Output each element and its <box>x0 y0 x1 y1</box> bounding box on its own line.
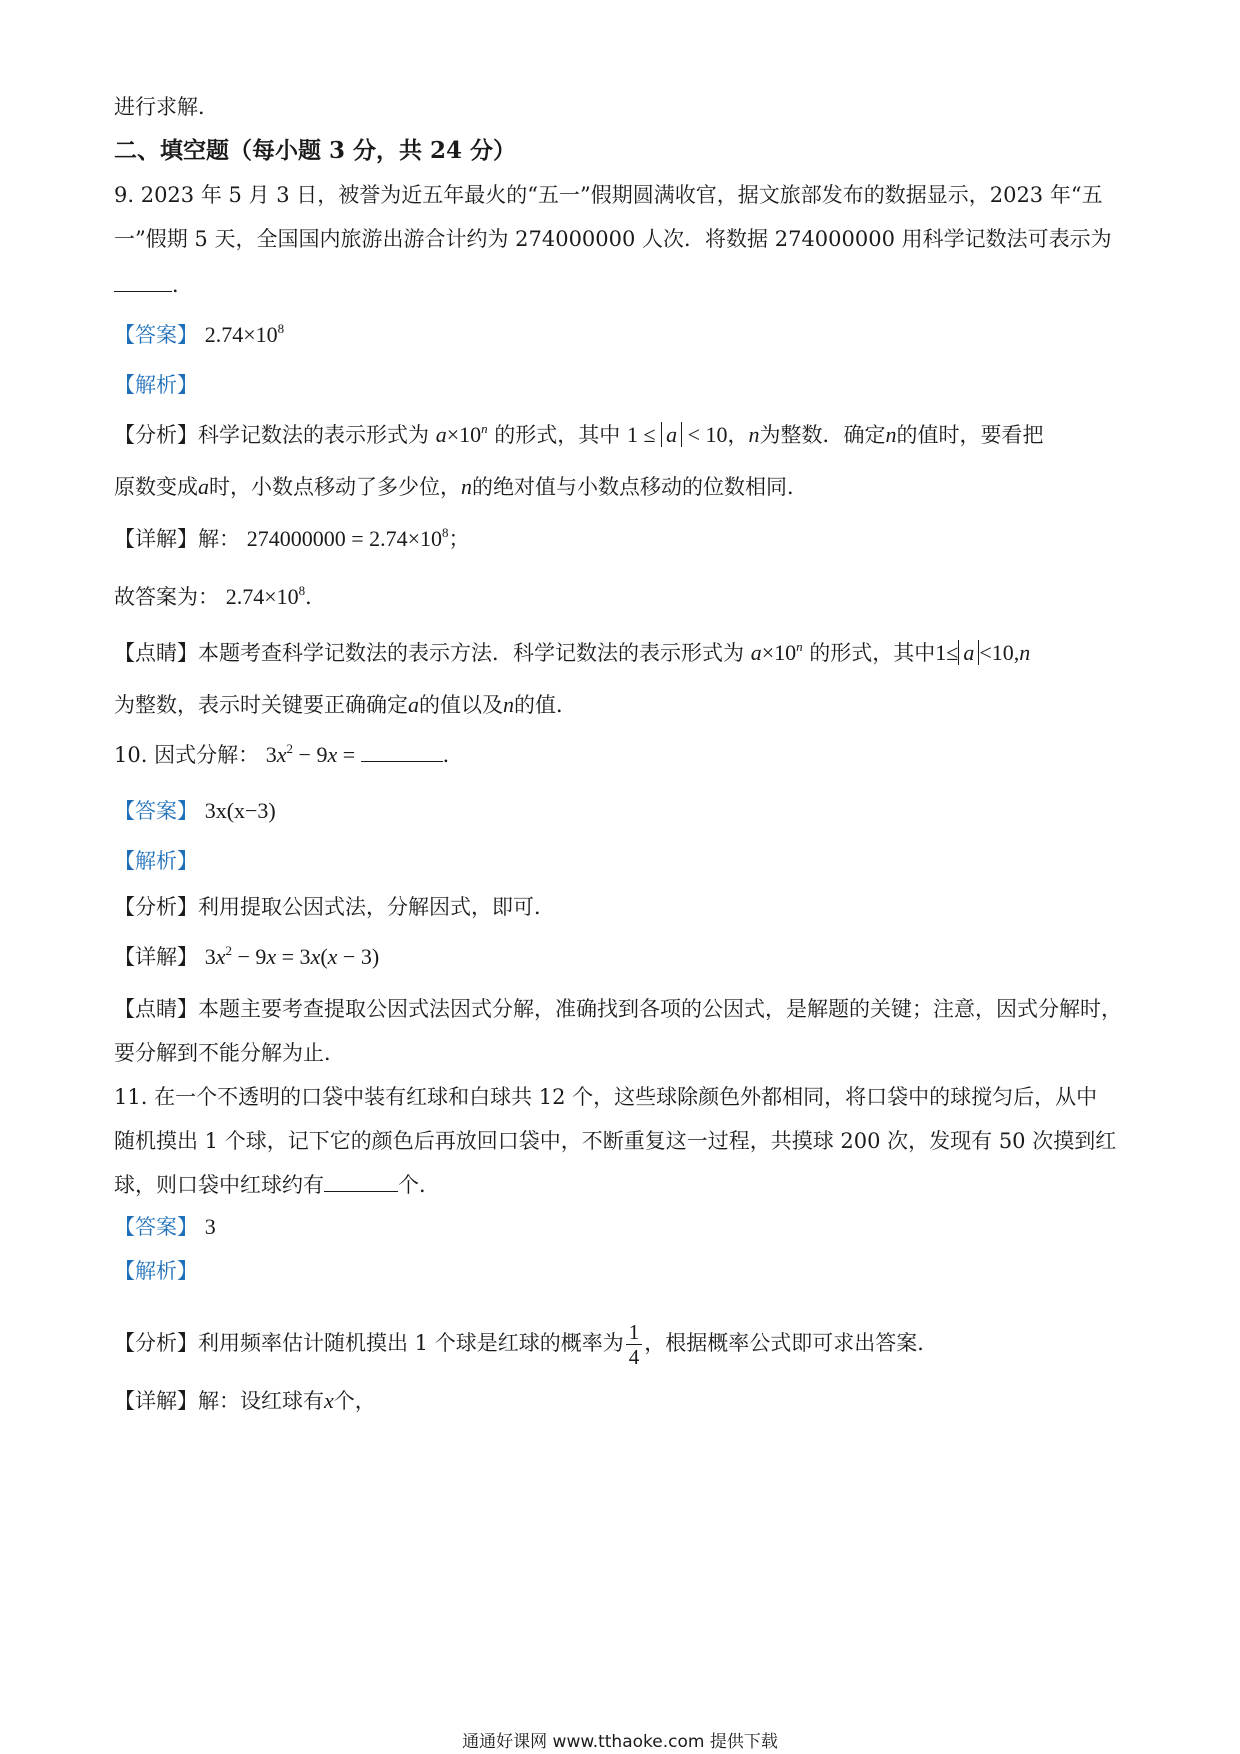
guda-line <box>114 582 1130 612</box>
xiangjie-line <box>114 524 1130 554</box>
text: ， <box>727 423 749 447</box>
text: 科学记数法的表示形式为 <box>198 423 429 447</box>
dianjing-tag: 【点睛】 <box>114 641 198 665</box>
text: 为整数．确定 <box>759 423 886 447</box>
question-11-line-3 <box>114 1170 1130 1200</box>
analysis-tag: 【解析】 <box>114 849 198 873</box>
answer-exp: 8 <box>277 321 285 336</box>
question-11-line-1: 11. 在一个不透明的口袋中装有红球和白球共 12 个，这些球除颜色外都相同，将口袋中的球搅匀后，从中 <box>114 1085 1098 1109</box>
text: 的值时，要看把 <box>896 423 1044 447</box>
text: 本题考查科学记数法的表示方法．科学记数法的表示形式为 <box>198 641 744 665</box>
question-10-stem <box>114 740 1130 770</box>
answer-tag: 【答案】 <box>114 1215 198 1239</box>
question-9-line-1: 9. 2023 年 5 月 3 日，被誉为近五年最火的“五一”假期圆满收官，据文旅部发布的数据显示，2023 年“五 <box>114 183 1103 207</box>
text: 个， <box>333 1389 376 1413</box>
fraction-denominator: 4 <box>628 1345 640 1369</box>
analysis-tag: 【解析】 <box>114 1259 198 1283</box>
math-expr: 1 ≤ a < 10 <box>626 422 728 447</box>
answer-blank <box>324 1173 398 1192</box>
text: 利用提取公因式法，分解因式，即可． <box>198 895 555 919</box>
fenxi-line-2 <box>114 472 1130 502</box>
xiangjie-tag: 【详解】 <box>114 945 198 969</box>
math-expr: $a\times 10^n$ <box>750 639 803 665</box>
text: 原数变成 <box>114 475 198 499</box>
math-expr: $a\times 10^n$ <box>435 421 488 447</box>
math-var: n <box>461 474 472 499</box>
text: 为整数，表示时关键要正确确定 <box>114 693 408 717</box>
xiangjie-line <box>114 1386 1130 1416</box>
text-line: 进行求解． <box>114 95 219 119</box>
fenxi-tag: 【分析】 <box>114 423 198 447</box>
answer-blank <box>361 743 443 762</box>
fraction <box>626 1320 643 1369</box>
question-11-line-2: 随机摸出 1 个球，记下它的颜色后再放回口袋中，不断重复这一过程，共摸球 200 次，发现有 50 次摸到红 <box>114 1129 1117 1153</box>
text: 时，小数点移动了多少位， <box>209 475 461 499</box>
dianjing-tag: 【点睛】 <box>114 997 198 1021</box>
text: 个． <box>398 1173 440 1197</box>
math-expr: $3x^2 - 9x$ = <box>265 741 361 767</box>
math-var: a <box>198 474 209 499</box>
fenxi-tag: 【分析】 <box>114 1331 198 1355</box>
math-expr: $3x^2 - 9x = 3x(x - 3)$ <box>204 943 380 969</box>
question-9-line-2: 一”假期 5 天，全国国内旅游出游合计约为 274000000 人次．将数据 274000000 用科学记数法可表示为 <box>114 227 1112 251</box>
fenxi-line <box>114 892 1130 922</box>
text: 解： <box>198 527 240 551</box>
xiangjie-line <box>114 942 1130 972</box>
text: 的形式，其中 <box>809 641 936 665</box>
text: 故答案为： <box>114 585 219 609</box>
math-exp: 8 <box>298 583 306 598</box>
text: 球，则口袋中红球约有 <box>114 1173 324 1197</box>
text: 的形式，其中 <box>494 423 621 447</box>
math-var: n <box>748 422 760 447</box>
math-text: 274000000 = 2.74×10 <box>246 526 443 551</box>
answer-value: 3x(x−3) <box>204 798 276 823</box>
answer-row <box>114 1212 1130 1242</box>
text: 的绝对值与小数点移动的位数相同． <box>472 475 808 499</box>
dianjing-line-2: 要分解到不能分解为止． <box>114 1041 345 1065</box>
answer-row <box>114 796 1130 826</box>
answer-value: 3 <box>204 1214 216 1239</box>
text: 的值以及 <box>419 693 503 717</box>
answer-blank <box>114 273 172 292</box>
math-var: a <box>408 692 419 717</box>
question-9-line-3 <box>114 270 1130 300</box>
math-var: n <box>503 692 514 717</box>
answer-tag: 【答案】 <box>114 323 198 347</box>
dianjing-line-2 <box>114 690 1130 720</box>
math-var: n <box>885 422 897 447</box>
text: 解：设红球有 <box>198 1389 324 1413</box>
punct: ； <box>448 527 470 551</box>
math-expr <box>226 584 305 609</box>
text: 利用频率估计随机摸出 1 个球是红球的概率为 <box>198 1331 624 1355</box>
xiangjie-tag: 【详解】 <box>114 1389 198 1413</box>
fenxi-line-1 <box>114 420 1130 450</box>
section-title: 二、填空题（每小题 3 分，共 24 分） <box>114 137 517 164</box>
fenxi-tag: 【分析】 <box>114 895 198 919</box>
dianjing-line-1 <box>114 994 1130 1024</box>
text: 本题主要考查提取公因式法因式分解，准确找到各项的公因式，是解题的关键；注意，因式分解时， <box>198 997 1122 1021</box>
analysis-tag: 【解析】 <box>114 373 198 397</box>
text: 10. 因式分解： <box>114 743 260 767</box>
answer-base: 2.74×10 <box>204 322 278 347</box>
answer-value <box>205 322 284 347</box>
fraction-numerator: 1 <box>626 1320 643 1345</box>
math-expr: 1≤ a <10,n <box>935 640 1031 665</box>
dianjing-line-1 <box>114 638 1130 668</box>
xiangjie-tag: 【详解】 <box>114 527 198 551</box>
footer-watermark: 通通好课网 www.tthaoke.com 提供下载 <box>462 1732 778 1752</box>
answer-row <box>114 320 1130 350</box>
math-text: 2.74×10 <box>225 584 299 609</box>
answer-tag: 【答案】 <box>114 799 198 823</box>
math-var: x <box>324 1388 334 1413</box>
fenxi-line <box>114 1320 1130 1369</box>
math-exp: 8 <box>442 525 449 540</box>
text: ，根据概率公式即可求出答案． <box>644 1331 939 1355</box>
punct: ． <box>172 273 193 297</box>
text: 的值． <box>514 693 577 717</box>
punct: ． <box>442 743 464 767</box>
punct: ． <box>305 585 327 609</box>
math-expr <box>247 526 449 551</box>
